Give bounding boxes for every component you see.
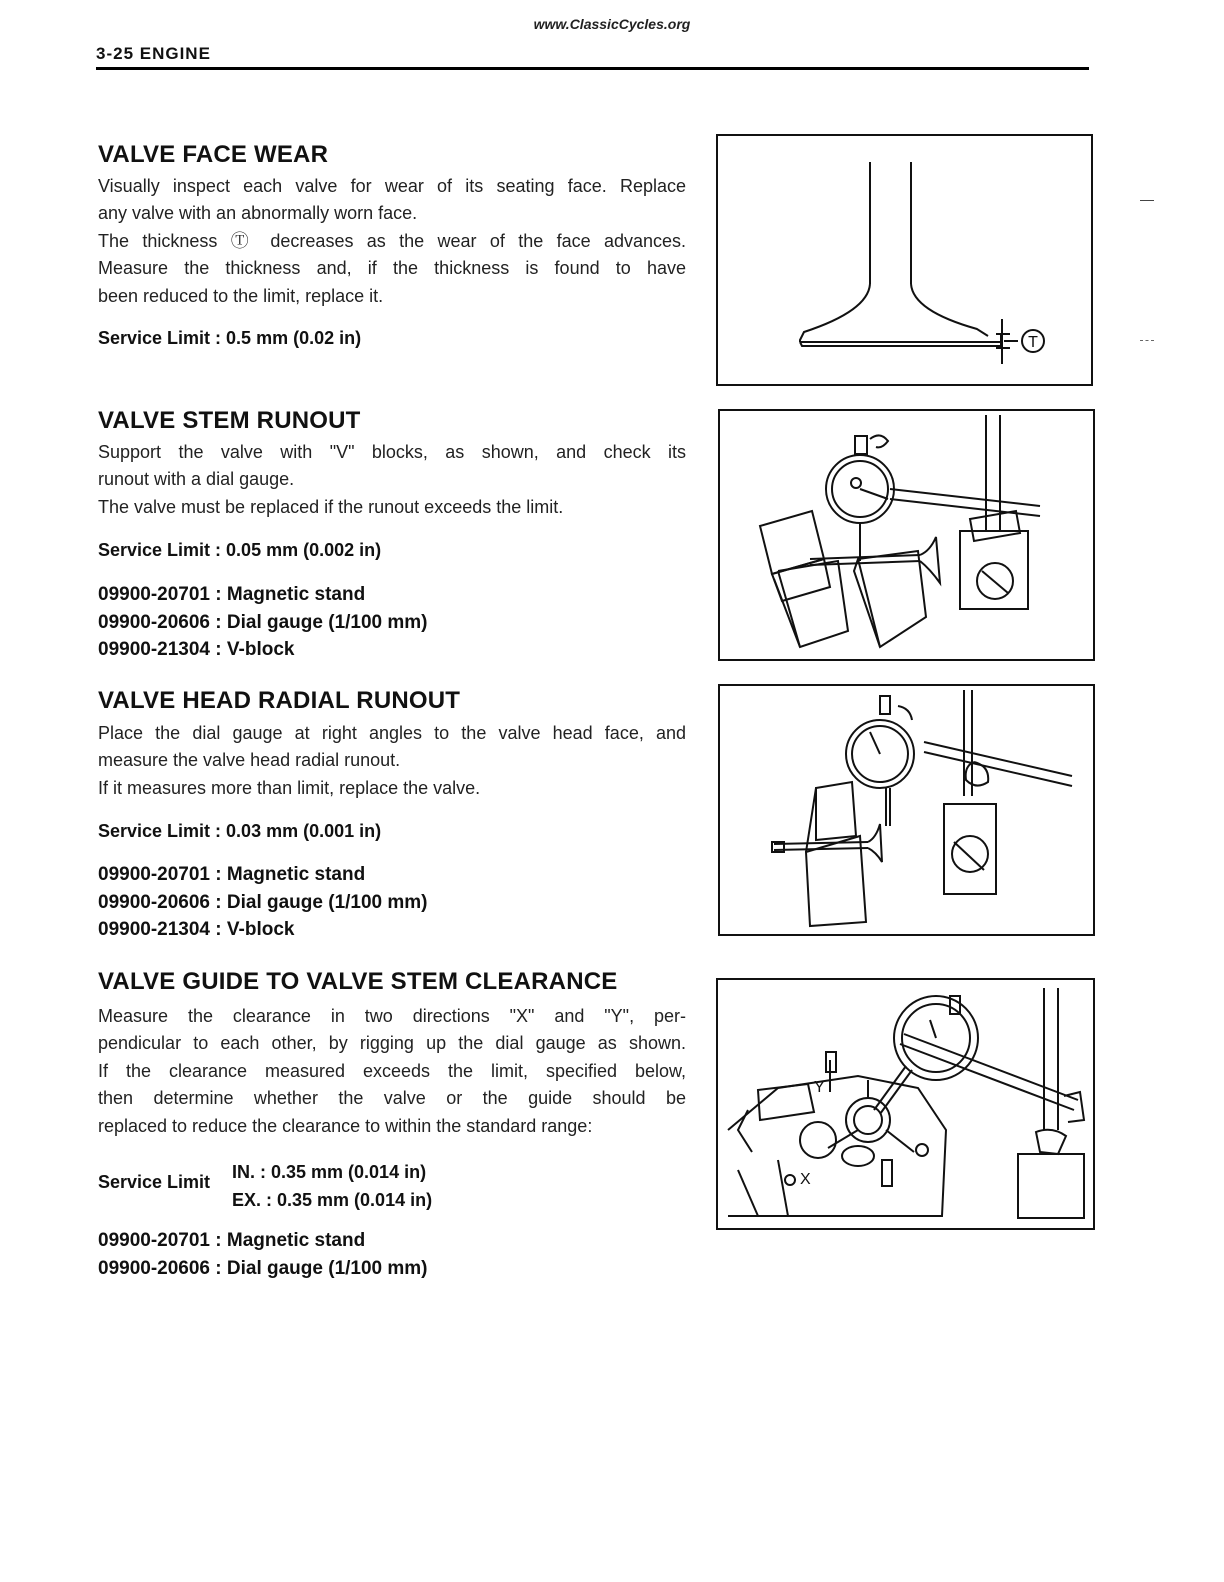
tool-list-guide-clearance [98,1227,428,1282]
source-url: www.ClassicCycles.org [533,16,691,32]
section-text-head-runout [98,720,686,802]
direction-y-label: Y [814,1079,825,1096]
text-line: If it measures more than limit, replace the valve. [98,777,481,798]
text-line: If the clearance measured exceeds the limit, specified below, [98,1060,686,1081]
tool-item: 09900-20701 : Magnetic stand [98,1230,366,1251]
section-title-head-runout: VALVE HEAD RADIAL RUNOUT [98,687,461,714]
service-limit-ex: EX. : 0.35 mm (0.014 in) [232,1190,433,1210]
section-title-face-wear: VALVE FACE WEAR [98,141,329,168]
tool-item: 09900-20606 : Dial gauge (1/100 mm) [98,891,428,913]
figure-head-runout [718,684,1095,936]
margin-mark [1140,200,1154,201]
section-text-stem-runout [98,439,686,521]
text-line: any valve with an abnormally worn face. [98,203,418,224]
head-runout-diagram [720,686,1093,934]
page-label: 3-25 ENGINE [96,44,211,63]
service-limit-in: IN. : 0.35 mm (0.014 in) [232,1162,427,1182]
section-title-stem-runout: VALVE STEM RUNOUT [98,407,361,434]
tool-item: 09900-21304 : V-block [98,919,295,940]
text-line: then determine whether the valve or the guide should be [98,1088,686,1109]
text-line: Measure the thickness and, if the thickness is found to have [98,258,686,279]
text-line: Visually inspect each valve for wear of its seating face. Replace [98,176,686,196]
tool-item: 09900-21304 : V-block [98,639,295,660]
margin-mark [1140,340,1154,342]
service-limit-stem-runout: Service Limit : 0.05 mm (0.002 in) [98,540,382,560]
text-line: replaced to reduce the clearance to within the standard range: [98,1115,593,1136]
direction-x-label: X [800,1171,811,1188]
tool-item: 09900-20701 : Magnetic stand [98,864,366,885]
text-line: The thickness Ⓣ decreases as the wear of the face advances. [98,230,686,251]
tool-item: 09900-20606 : Dial gauge (1/100 mm) [98,611,428,633]
text-line: pendicular to each other, by rigging up the dial gauge as shown. [98,1033,686,1054]
figure-guide-clearance [716,978,1095,1230]
service-limit-face-wear: Service Limit : 0.5 mm (0.02 in) [98,328,362,348]
tool-list-stem-runout [98,581,428,664]
service-limit-label: Service Limit [98,1172,211,1192]
figure-stem-runout [718,409,1095,661]
text-line: been reduced to the limit, replace it. [98,285,384,306]
valve-face-diagram [718,136,1091,384]
text-line: Measure the clearance in two directions "X" and "Y", per- [98,1006,686,1026]
tool-item: 09900-20701 : Magnetic stand [98,584,366,605]
section-title-guide-clearance: VALVE GUIDE TO VALVE STEM CLEARANCE [98,968,618,995]
text-line: Place the dial gauge at right angles to the valve head face, and [98,723,686,743]
stem-runout-diagram [720,411,1093,659]
thickness-label: T [1028,334,1038,351]
section-text-face-wear [98,173,686,310]
figure-valve-face [716,134,1093,386]
text-line: runout with a dial gauge. [98,469,295,490]
text-line: measure the valve head radial runout. [98,750,401,771]
text-line: Support the valve with "V" blocks, as shown, and check its [98,442,686,462]
tool-list-head-runout [98,861,428,944]
section-text-guide-clearance [98,1003,686,1140]
header-rule [96,67,1089,70]
tool-item: 09900-20606 : Dial gauge (1/100 mm) [98,1257,428,1279]
guide-clearance-diagram [718,980,1093,1228]
service-limit-head-runout: Service Limit : 0.03 mm (0.001 in) [98,821,382,841]
text-line: The valve must be replaced if the runout exceeds the limit. [98,496,564,517]
